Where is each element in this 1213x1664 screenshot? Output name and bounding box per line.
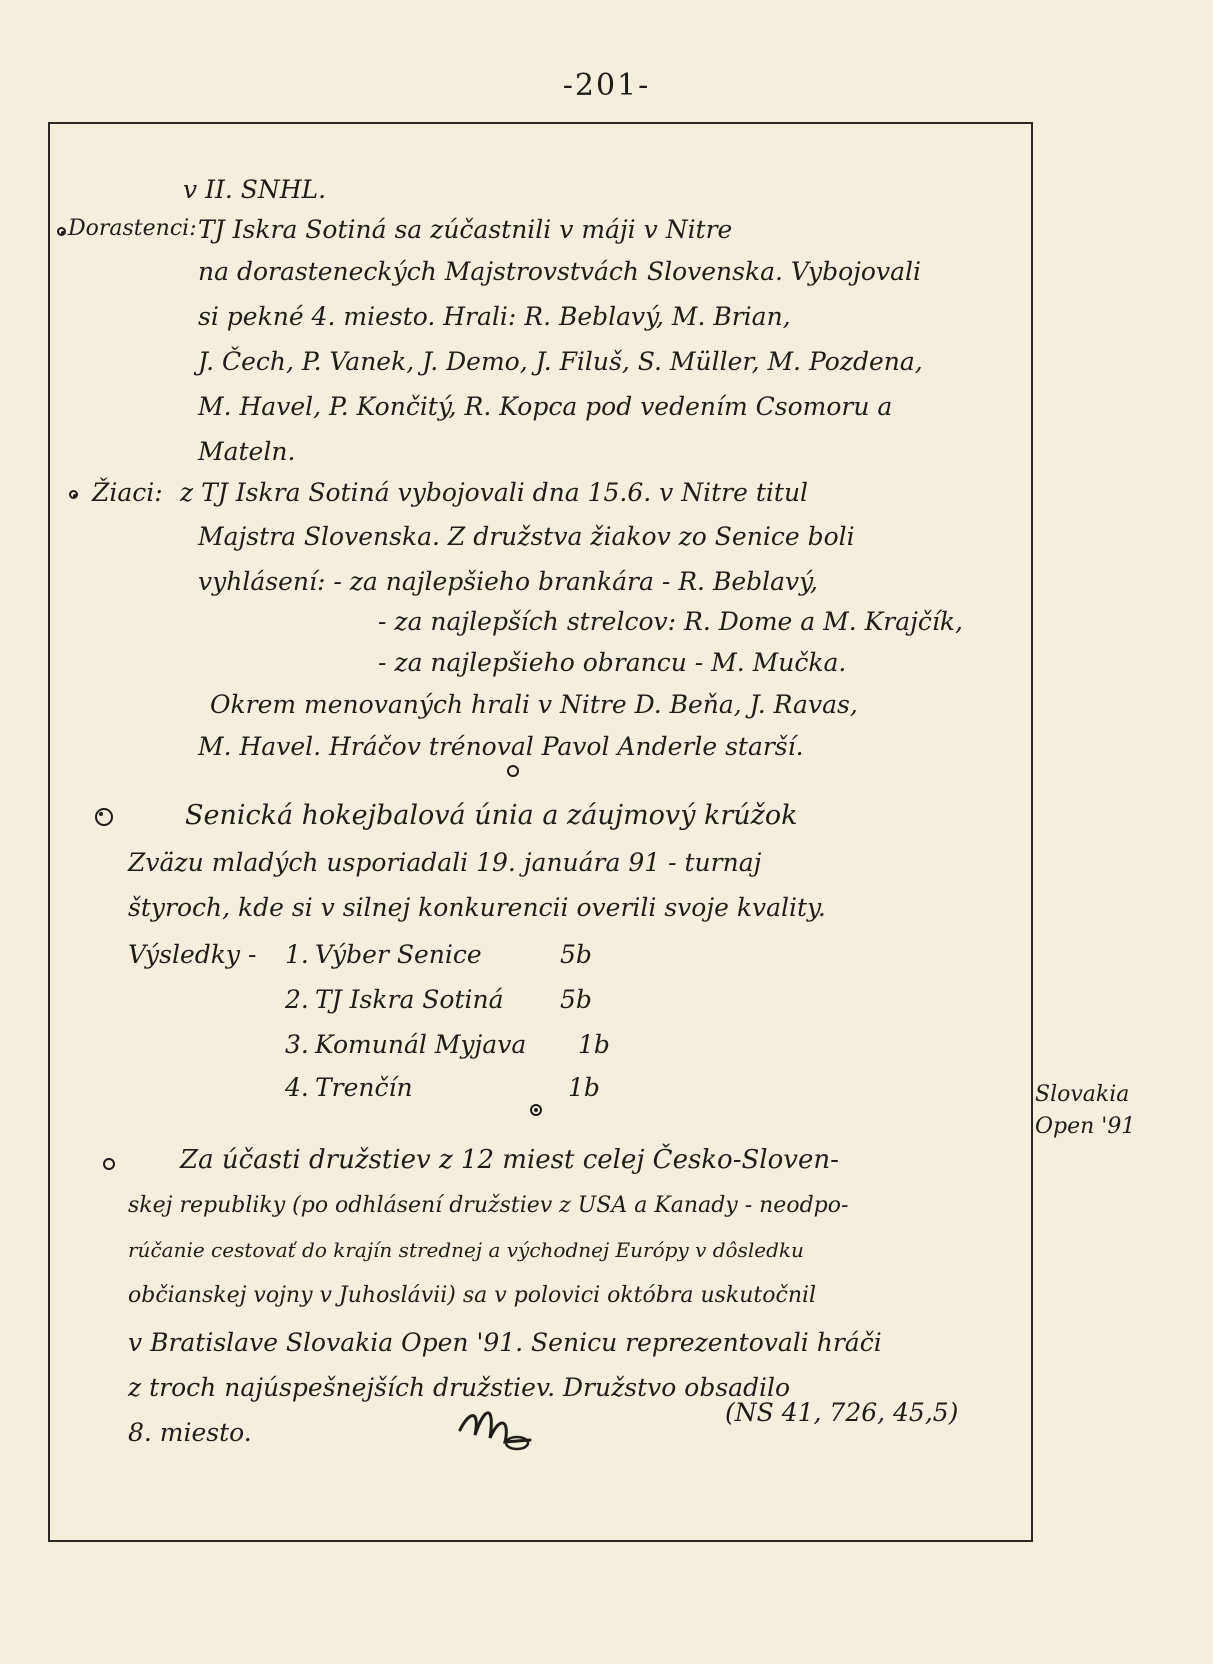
- result-team: Komunál Myjava: [315, 1030, 527, 1059]
- ziaci-line: - za najlepšieho obrancu - M. Mučka.: [378, 648, 847, 677]
- slovakia-open-line: 8. miesto.: [128, 1418, 252, 1447]
- dorastenci-line: si pekné 4. miesto. Hrali: R. Beblavý, M. Brian,: [198, 302, 791, 331]
- margin-note-line: Slovakia: [1035, 1082, 1130, 1107]
- results-label: Výsledky -: [128, 940, 257, 969]
- slovakia-open-bullet-icon: [103, 1158, 115, 1170]
- unia-bullet-icon: [95, 808, 113, 826]
- result-rank: 1.: [285, 940, 309, 969]
- ziaci-bullet-icon: [69, 490, 78, 499]
- ziaci-line: M. Havel. Hráčov trénoval Pavol Anderle starší.: [198, 732, 804, 761]
- result-rank: 4.: [285, 1073, 309, 1102]
- page-number: -201-: [562, 68, 651, 103]
- ziaci-line: z TJ Iskra Sotiná vybojovali dna 15.6. v Nitre titul: [180, 478, 809, 507]
- dorastenci-label: Dorastenci:: [68, 216, 197, 241]
- result-rank: 3.: [285, 1030, 309, 1059]
- dorastenci-line: TJ Iskra Sotiná sa zúčastnili v máji v Nitre: [198, 215, 733, 244]
- margin-note-line: Open '91: [1035, 1114, 1136, 1139]
- dorastenci-line: na dorasteneckých Majstrovstvách Slovenska. Vybojovali: [198, 257, 921, 286]
- slovakia-open-line: skej republiky (po odhlásení družstiev z USA a Kanady - neodpo-: [128, 1193, 849, 1218]
- result-team: Trenčín: [315, 1073, 413, 1102]
- unia-line: Senická hokejbalová únia a záujmový krúžok: [185, 800, 798, 831]
- dorastenci-line: M. Havel, P. Končitý, R. Kopca pod vedením Csomoru a: [198, 392, 893, 421]
- slovakia-open-line: v Bratislave Slovakia Open '91. Senicu reprezentovali hráči: [128, 1328, 882, 1357]
- result-team: TJ Iskra Sotiná: [315, 985, 504, 1014]
- result-points: 1b: [578, 1030, 610, 1059]
- separator-mark: [507, 765, 519, 777]
- result-team: Výber Senice: [315, 940, 482, 969]
- signature-icon: [455, 1400, 535, 1455]
- ziaci-line: vyhlásení: - za najlepšieho brankára - R. Beblavý,: [198, 567, 818, 596]
- slovakia-open-line: občianskej vojny v Juhoslávii) sa v polovici októbra uskutočnil: [128, 1283, 817, 1308]
- slovakia-open-line: z troch najúspešnejších družstiev. Družstvo obsadilo: [128, 1373, 791, 1402]
- separator-mark: [530, 1104, 542, 1116]
- ziaci-line: Majstra Slovenska. Z družstva žiakov zo Senice boli: [198, 522, 855, 551]
- dorastenci-line: Mateln.: [198, 437, 296, 466]
- result-points: 1b: [568, 1073, 600, 1102]
- dorastenci-bullet-icon: [57, 227, 66, 236]
- ziaci-line: - za najlepších strelcov: R. Dome a M. Krajčík,: [378, 607, 963, 636]
- ziaci-label: Žiaci:: [92, 478, 163, 507]
- unia-line: štyroch, kde si v silnej konkurencii overili svoje kvality.: [128, 893, 826, 922]
- dorastenci-line: J. Čech, P. Vanek, J. Demo, J. Filuš, S. Müller, M. Pozdena,: [198, 347, 923, 376]
- result-points: 5b: [560, 985, 592, 1014]
- ziaci-line: Okrem menovaných hrali v Nitre D. Beňa, J. Ravas,: [210, 690, 858, 719]
- slovakia-open-line: rúčanie cestovať do krajín strednej a východnej Európy v dôsledku: [128, 1238, 804, 1262]
- section-heading-snhl: v II. SNHL.: [183, 175, 327, 204]
- reference-citation: (NS 41, 726, 45,5): [725, 1398, 959, 1427]
- result-points: 5b: [560, 940, 592, 969]
- result-rank: 2.: [285, 985, 309, 1014]
- unia-line: Zväzu mladých usporiadali 19. januára 91 - turnaj: [128, 848, 762, 877]
- slovakia-open-line: Za účasti družstiev z 12 miest celej Česko-Sloven-: [180, 1145, 839, 1175]
